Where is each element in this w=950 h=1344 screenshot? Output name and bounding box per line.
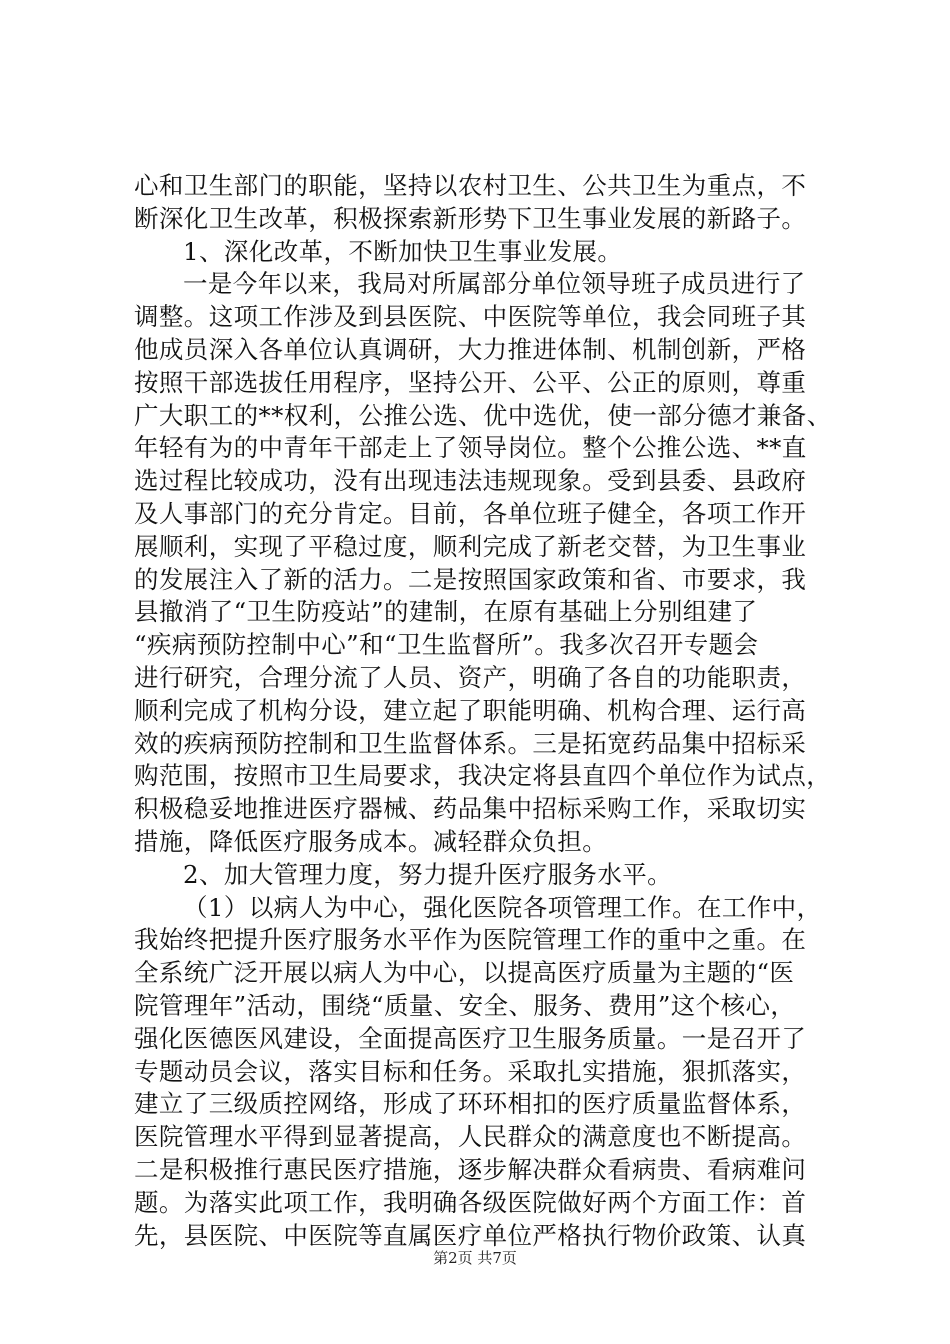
text-line: 专题动员会议，落实目标和任务。采取扎实措施，狠抓落实， <box>134 1056 807 1086</box>
text-line: “疾病预防控制中心”和“卫生监督所”。我多次召开专题会 <box>134 630 759 660</box>
text-line: 积极稳妥地推进医疗器械、药品集中招标采购工作，采取切实 <box>134 794 807 824</box>
text-line: 我始终把提升医疗服务水平作为医院管理工作的重中之重。在 <box>134 925 807 955</box>
text-line: 二是积极推行惠民医疗措施，逐步解决群众看病贵、看病难问 <box>134 1154 807 1184</box>
text-line: 先，县医院、中医院等直属医疗单位严格执行物价政策、认真 <box>134 1220 807 1250</box>
text-line: 院管理年”活动，围绕“质量、安全、服务、费用”这个核心， <box>134 990 796 1020</box>
document-body <box>134 170 832 1252</box>
text-line: 的发展注入了新的活力。二是按照国家政策和省、市要求，我 <box>134 564 807 594</box>
section-heading: 2、加大管理力度，努力提升医疗服务水平。 <box>183 859 673 889</box>
text-line: 效的疾病预防控制和卫生监督体系。三是拓宽药品集中招标采 <box>134 728 807 758</box>
text-line: 县撤消了“卫生防疫站”的建制，在原有基础上分别组建了 <box>134 597 758 627</box>
text-line: 断深化卫生改革，积极探索新形势下卫生事业发展的新路子。 <box>134 203 807 233</box>
text-line: 购范围，按照市卫生局要求，我决定将县直四个单位作为试点， <box>134 761 832 791</box>
section-heading: 1、深化改革，不断加快卫生事业发展。 <box>183 236 623 266</box>
text-line: 顺利完成了机构分设，建立起了职能明确、机构合理、运行高 <box>134 695 807 725</box>
text-line: 医院管理水平得到显著提高，人民群众的满意度也不断提高。 <box>134 1122 807 1152</box>
text-line: 全系统广泛开展以病人为中心，以提高医疗质量为主题的“医 <box>134 958 795 988</box>
paragraph-start-line: （1）以病人为中心，强化医院各项管理工作。在工作中， <box>183 892 822 922</box>
text-line: 广大职工的**权利，公推公选、优中选优，使一部分德才兼备、 <box>134 400 832 430</box>
text-line: 展顺利，实现了平稳过度，顺利完成了新老交替，为卫生事业 <box>134 531 807 561</box>
text-line: 强化医德医风建设，全面提高医疗卫生服务质量。一是召开了 <box>134 1023 807 1053</box>
text-line: 措施，降低医疗服务成本。减轻群众负担。 <box>134 826 608 856</box>
text-line: 进行研究，合理分流了人员、资产，明确了各自的功能职责， <box>134 662 807 692</box>
text-line: 建立了三级质控网络，形成了环环相扣的医疗质量监督体系， <box>134 1089 807 1119</box>
text-line: 他成员深入各单位认真调研，大力推进体制、机制创新，严格 <box>134 334 807 364</box>
text-line: 按照干部选拔任用程序，坚持公开、公平、公正的原则，尊重 <box>134 367 807 397</box>
text-line: 年轻有为的中青年干部走上了领导岗位。整个公推公选、**直 <box>134 433 807 463</box>
text-line: 选过程比较成功，没有出现违法违规现象。受到县委、县政府 <box>134 466 807 496</box>
text-line: 及人事部门的充分肯定。目前，各单位班子健全，各项工作开 <box>134 498 807 528</box>
text-line: 心和卫生部门的职能，坚持以农村卫生、公共卫生为重点，不 <box>134 171 807 200</box>
text-line: 调整。这项工作涉及到县医院、中医院等单位，我会同班子其 <box>134 302 807 332</box>
page-number-footer: 第2页 共7页 <box>433 1249 517 1267</box>
paragraph-start-line: 一是今年以来，我局对所属部分单位领导班子成员进行了 <box>183 269 806 299</box>
text-line: 题。为落实此项工作，我明确各级医院做好两个方面工作：首 <box>134 1187 807 1217</box>
